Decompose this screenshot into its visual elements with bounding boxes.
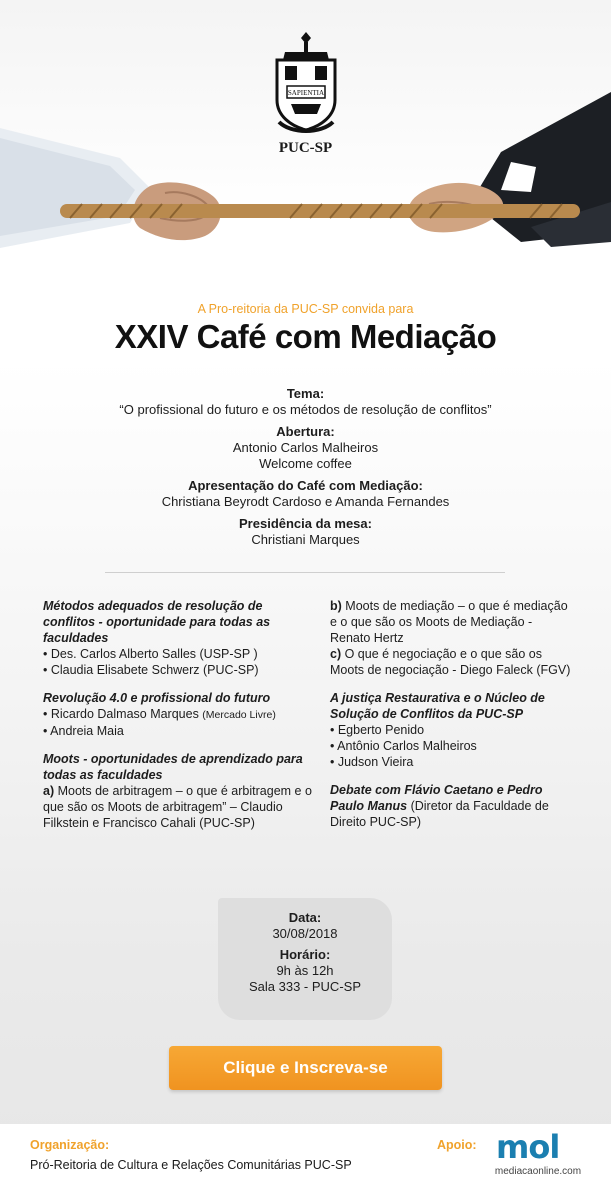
item-text: Moots de arbitragem – o que é arbitragem e o que são os Moots de arbitragem” – Claudio Filkstein e Francisco Cahali (PUC-SP) <box>43 784 312 830</box>
footer <box>0 1124 611 1200</box>
location-value: Sala 333 - PUC-SP <box>249 979 361 994</box>
presidencia-label: Presidência da mesa: <box>239 516 372 531</box>
presidencia-group <box>0 516 611 548</box>
abertura-line: Antonio Carlos Malheiros <box>232 440 379 455</box>
section-title: A justiça Restaurativa e o Núcleo de Solução de Conflitos da PUC-SP <box>330 691 545 721</box>
item-text: Moots de mediação – o que é mediação e o que são os Moots de Mediação - Renato Hertz <box>330 599 568 645</box>
right-arm-illustration <box>351 92 611 252</box>
event-info-box <box>218 898 392 1020</box>
event-summary <box>0 386 611 554</box>
speaker-item: • Egberto Penido <box>330 723 425 737</box>
section-title: Moots - oportunidades de aprendizado para todas as faculdades <box>43 752 303 782</box>
program-item <box>330 598 575 646</box>
program-item <box>330 646 575 678</box>
sponsor-logo[interactable]: mol <box>496 1128 560 1166</box>
speaker-item: • Judson Vieira <box>330 755 414 769</box>
section-title: Métodos adequados de resolução de conflitos - oportunidade para todas as faculdades <box>43 599 271 645</box>
abertura-line: Welcome coffee <box>259 456 352 471</box>
rope-illustration <box>60 196 580 226</box>
program-left-column <box>43 598 318 843</box>
program-section <box>43 690 318 739</box>
abertura-group <box>0 424 611 472</box>
program-right-column <box>330 598 575 842</box>
time-label: Horário: <box>279 947 331 962</box>
invite-line: A Pro-reitoria da PUC-SP convida para <box>197 302 414 316</box>
program-section <box>43 598 318 678</box>
apresentacao-text: Christiana Beyrodt Cardoso e Amanda Fernandes <box>161 494 450 509</box>
apresentacao-label: Apresentação do Café com Mediação: <box>188 478 423 493</box>
item-prefix: a) <box>43 784 55 798</box>
section-divider <box>105 572 505 573</box>
program-section <box>43 751 318 831</box>
section-title: Debate com Flávio Caetano e Pedro Paulo Manus <box>330 783 543 813</box>
tema-label: Tema: <box>286 386 325 401</box>
time-value: 9h às 12h <box>276 963 334 978</box>
speaker-item: • Andreia Maia <box>43 724 124 738</box>
hero-image <box>0 0 611 290</box>
section-title: Revolução 4.0 e profissional do futuro <box>43 691 271 705</box>
program-item <box>43 783 318 831</box>
organization-label: Organização: <box>30 1138 110 1152</box>
crest-motto: SAPIENTIA <box>287 89 325 97</box>
speaker-item: • Antônio Carlos Malheiros <box>330 739 477 753</box>
register-button[interactable]: Clique e Inscreva-se <box>169 1046 442 1090</box>
item-prefix: b) <box>330 599 342 613</box>
section-text: (Diretor da Faculdade de Direito PUC-SP) <box>330 799 549 829</box>
presidencia-text: Christiani Marques <box>251 532 360 547</box>
tema-text: “O profissional do futuro e os métodos de resolução de conflitos” <box>119 402 492 417</box>
date-value: 30/08/2018 <box>272 926 338 941</box>
program-section <box>330 690 575 770</box>
page-title: XXIV Café com Mediação <box>114 318 497 355</box>
program-section <box>330 782 575 830</box>
apresentacao-group <box>0 478 611 510</box>
tema-group <box>0 386 611 418</box>
support-label: Apoio: <box>437 1138 477 1152</box>
item-text: O que é negociação e o que são os Moots de negociação - Diego Faleck (FGV) <box>330 647 571 677</box>
organization-text: Pró-Reitoria de Cultura e Relações Comunitárias PUC-SP <box>30 1158 352 1172</box>
speaker-affiliation: (Mercado Livre) <box>202 709 276 721</box>
abertura-label: Abertura: <box>276 424 335 439</box>
program-section <box>330 598 575 678</box>
sponsor-url[interactable]: mediacaonline.com <box>494 1166 582 1177</box>
speaker-item: • Claudia Elisabete Schwerz (PUC-SP) <box>43 663 259 677</box>
institution-label: PUC-SP <box>278 140 333 156</box>
item-prefix: c) <box>330 647 342 661</box>
speaker-item <box>43 706 318 723</box>
speaker-item: • Des. Carlos Alberto Salles (USP-SP ) <box>43 647 258 661</box>
puc-crest-logo <box>271 30 341 140</box>
date-label: Data: <box>288 910 322 925</box>
speaker-name: • Ricardo Dalmaso Marques <box>43 707 203 721</box>
